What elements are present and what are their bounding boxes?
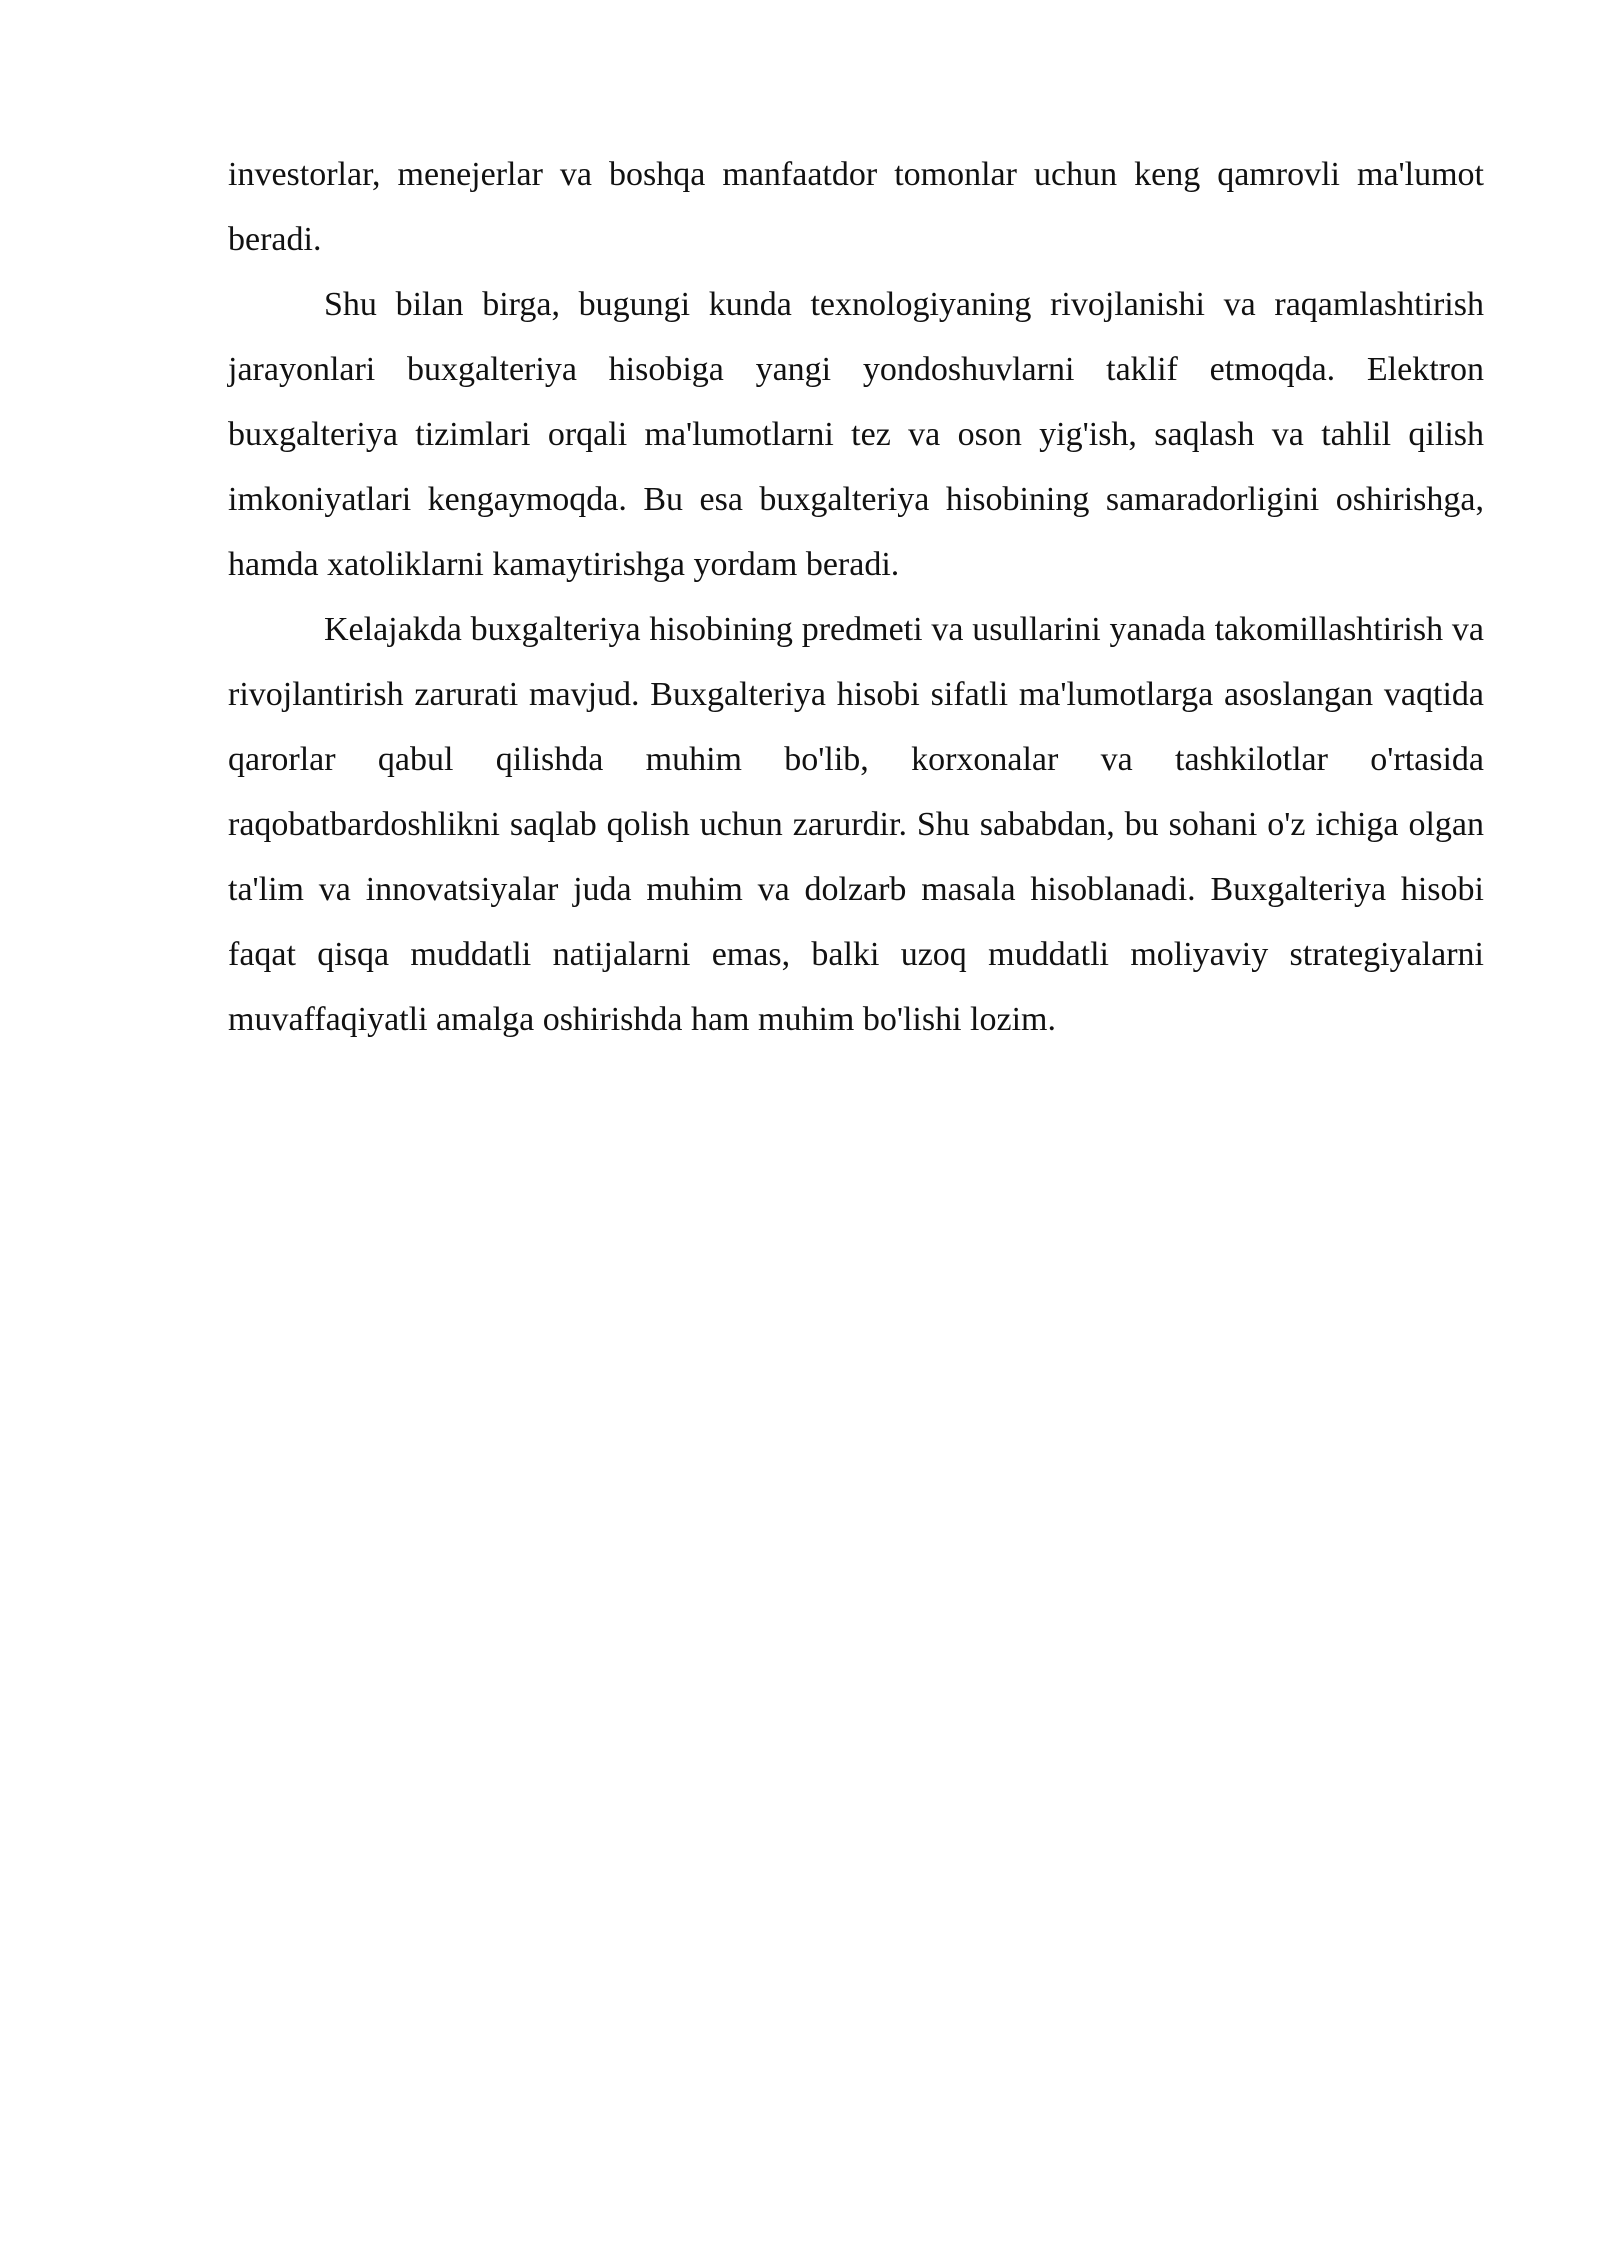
paragraph-continuation: investorlar, menejerlar va boshqa manfaatdor tomonlar uchun keng qamrovli ma'lumot beradi. [228, 156, 1484, 258]
paragraph-future-development: Kelajakda buxgalteriya hisobining predmeti va usullarini yanada takomillashtirish va rivojlantirish zarurati mavjud. Buxgalteriya hisobi sifatli ma'lumotlarga asoslangan vaqtida qarorlar qabul qilishda muhim bo'lib, korxonalar va tashkilotlar o'rtasida raqobatbardoshlikni saqlab qolish uchun zarurdir. Shu sababdan, bu sohani o'z ichiga olgan ta'lim va innovatsiyalar juda muhim va dolzarb masala hisoblanadi. Buxgalteriya hisobi faqat qisqa muddatli natijalarni emas, balki uzoq muddatli moliyaviy strategiyalarni muvaffaqiyatli amalga oshirishda ham muhim bo'lishi lozim. [228, 611, 1484, 1038]
document-body [228, 142, 1484, 1052]
paragraph-digitalization: Shu bilan birga, bugungi kunda texnologiyaning rivojlanishi va raqamlashtirish jarayonlari buxgalteriya hisobiga yangi yondoshuvlarni taklif etmoqda. Elektron buxgalteriya tizimlari orqali ma'lumotlarni tez va oson yig'ish, saqlash va tahlil qilish imkoniyatlari kengaymoqda. Bu esa buxgalteriya hisobining samaradorligini oshirishga, hamda xatoliklarni kamaytirishga yordam beradi. [228, 286, 1484, 583]
